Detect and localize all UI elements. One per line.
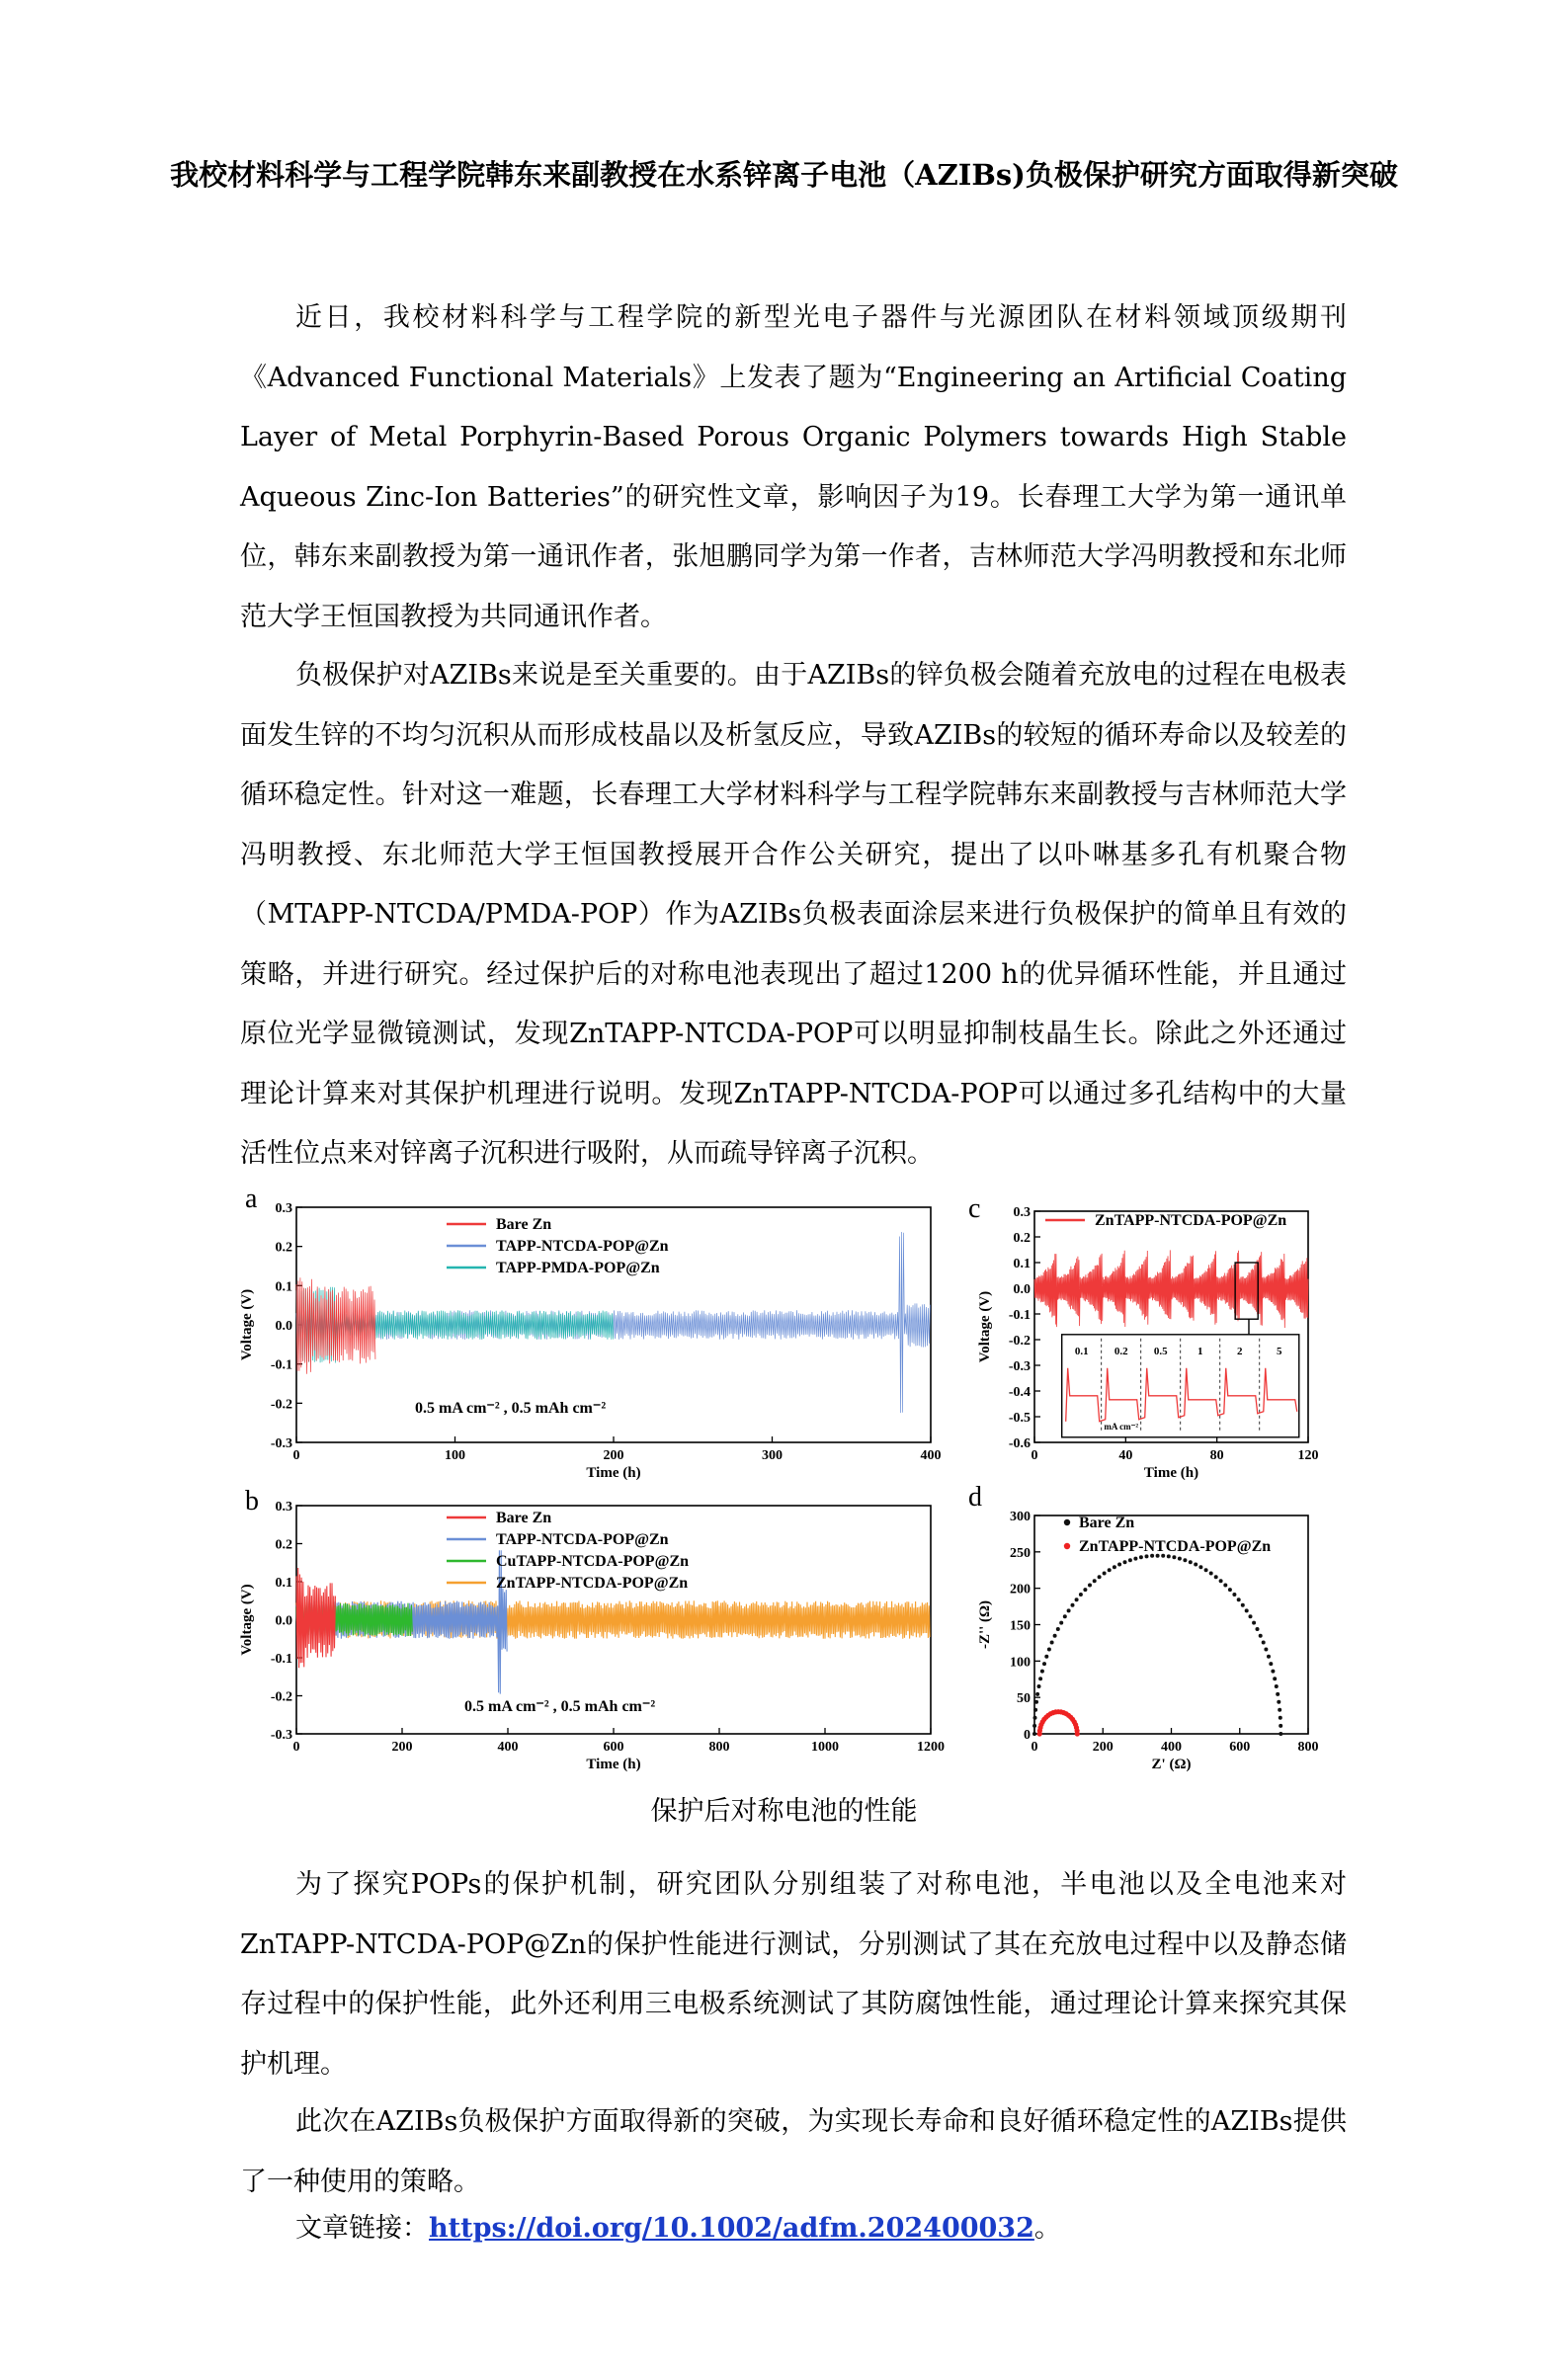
- data-point-bare-zn: [1252, 1621, 1256, 1625]
- data-point-bare-zn: [1088, 1584, 1092, 1588]
- data-point-bare-zn: [1183, 1558, 1187, 1562]
- data-point-bare-zn: [1278, 1708, 1281, 1712]
- data-point-bare-zn: [1277, 1700, 1280, 1704]
- y-tick-label: 100: [1010, 1655, 1031, 1671]
- x-tick-label: 200: [603, 1448, 624, 1463]
- data-point-bare-zn: [1037, 1684, 1041, 1688]
- data-point-bare-zn: [1245, 1608, 1249, 1612]
- inset-rate-label: 1: [1197, 1345, 1203, 1357]
- inset-rate-label: 2: [1237, 1345, 1243, 1357]
- data-point-bare-zn: [1042, 1662, 1046, 1666]
- series-line-zntapp-rate: [1034, 1250, 1308, 1328]
- y-axis-label: Voltage (V): [239, 1288, 255, 1361]
- data-point-bare-zn: [1145, 1554, 1149, 1558]
- y-tick-label: -0.1: [1008, 1308, 1031, 1323]
- x-axis-label: Time (h): [586, 1757, 641, 1772]
- x-axis-label: Time (h): [1143, 1465, 1199, 1481]
- y-tick-label: 0.2: [275, 1537, 292, 1553]
- data-point-bare-zn: [1098, 1575, 1102, 1579]
- data-point-bare-zn: [1071, 1603, 1075, 1607]
- x-tick-label: 1000: [811, 1740, 839, 1755]
- data-point-bare-zn: [1034, 1700, 1038, 1704]
- y-tick-label: -0.6: [1008, 1436, 1031, 1451]
- paragraph-intro: 近日，我校材料科学与工程学院的新型光电子器件与光源团队在材料领域顶级期刊《Advanced Functional Materials》上发表了题为“Engineering an Artificial Coating Layer of Metal Porphyrin-Based Porous Organic Polymers towards High Stable Aqueous Zinc-Ion Batteries”的研究性文章，影响因子为19。长春理工大学为第一通讯单位，韩东来副教授为第一通讯作者，张旭鹏同学为第一作者，吉林师范大学冯明教授和东北师范大学王恒国教授为共同通讯作者。: [240, 302, 1347, 632]
- data-point-bare-zn: [1264, 1648, 1268, 1652]
- x-tick-label: 600: [603, 1740, 624, 1755]
- data-point-bare-zn: [1040, 1670, 1044, 1674]
- data-point-bare-zn: [1038, 1677, 1042, 1680]
- y-tick-label: -0.1: [270, 1357, 292, 1373]
- data-point-bare-zn: [1275, 1684, 1279, 1688]
- article-link-line: [295, 2201, 1061, 2256]
- legend-label: ZnTAPP-NTCDA-POP@Zn: [1095, 1212, 1287, 1229]
- data-point-bare-zn: [1214, 1575, 1218, 1579]
- data-point-bare-zn: [1256, 1627, 1260, 1631]
- data-point-bare-zn: [1059, 1621, 1063, 1625]
- x-axis-label: Z' (Ω): [1151, 1757, 1192, 1772]
- y-tick-label: 0.3: [275, 1201, 292, 1216]
- y-tick-label: 0.0: [275, 1319, 292, 1334]
- y-tick-label: 0.2: [275, 1240, 292, 1256]
- data-point-bare-zn: [1047, 1648, 1051, 1652]
- legend-label: CuTAPP-NTCDA-POP@Zn: [496, 1553, 690, 1570]
- x-tick-label: 40: [1118, 1448, 1133, 1463]
- series-line-bare-zn: [296, 1277, 375, 1374]
- data-point-bare-zn: [1044, 1655, 1048, 1659]
- y-tick-label: -0.3: [270, 1436, 292, 1451]
- data-point-bare-zn: [1279, 1732, 1282, 1736]
- panel-b: [239, 1486, 945, 1772]
- legend-label: TAPP-NTCDA-POP@Zn: [496, 1238, 669, 1255]
- panel-c: [968, 1193, 1319, 1481]
- data-point-bare-zn: [1056, 1627, 1060, 1631]
- data-point-bare-zn: [1209, 1572, 1213, 1576]
- data-point-bare-zn: [1075, 1597, 1079, 1601]
- y-tick-label: -0.2: [270, 1397, 292, 1413]
- panel-d: [968, 1482, 1319, 1772]
- link-label: 文章链接：: [295, 2213, 429, 2244]
- data-point-bare-zn: [1249, 1614, 1253, 1618]
- y-tick-label: -0.4: [1008, 1385, 1031, 1400]
- y-tick-label: 250: [1010, 1545, 1031, 1561]
- y-tick-label: -0.2: [270, 1689, 292, 1705]
- data-point-bare-zn: [1033, 1716, 1037, 1720]
- y-tick-label: 0.3: [275, 1500, 292, 1515]
- data-point-bare-zn: [1128, 1558, 1132, 1562]
- figure: [237, 1193, 1344, 1790]
- y-tick-label: -0.3: [1008, 1359, 1031, 1374]
- data-point-bare-zn: [1050, 1641, 1054, 1645]
- panel-letter: b: [245, 1486, 259, 1516]
- inset-rate-label: 5: [1277, 1345, 1282, 1357]
- inset-rate-label: 0.5: [1153, 1345, 1168, 1357]
- data-point-bare-zn: [1271, 1670, 1275, 1674]
- x-tick-label: 400: [920, 1448, 942, 1463]
- y-tick-label: 0.1: [275, 1279, 292, 1295]
- data-point-bare-zn: [1133, 1557, 1137, 1561]
- y-tick-label: 200: [1010, 1582, 1031, 1597]
- data-point-bare-zn: [1093, 1579, 1097, 1583]
- data-point-bare-zn: [1237, 1597, 1241, 1601]
- data-point-bare-zn: [1262, 1641, 1266, 1645]
- legend-label: ZnTAPP-NTCDA-POP@Zn: [1079, 1538, 1272, 1555]
- legend-label: Bare Zn: [496, 1216, 552, 1233]
- legend-marker: [1064, 1519, 1070, 1525]
- data-point-bare-zn: [1032, 1732, 1036, 1736]
- x-axis-label: Time (h): [586, 1465, 641, 1481]
- data-point-bare-zn: [1232, 1593, 1236, 1597]
- data-point-bare-zn: [1267, 1655, 1271, 1659]
- y-tick-label: -0.2: [1008, 1334, 1031, 1349]
- paragraph-research: 负极保护对AZIBs来说是至关重要的。由于AZIBs的锌负极会随着充放电的过程在电极表面发生锌的不均匀沉积从而形成枝晶以及析氢反应，导致AZIBs的较短的循环寿命以及较差的循环稳定性。针对这一难题，长春理工大学材料科学与工程学院韩东来副教授与吉林师范大学冯明教授、东北师范大学王恒国教授展开合作公关研究，提出了以卟啉基多孔有机聚合物（MTAPP-NTCDA/PMDA-POP）作为AZIBs负极表面涂层来进行负极保护的简单且有效的策略，并进行研究。经过保护后的对称电池表现出了超过1200 h的优异循环性能，并且通过原位光学显微镜测试，发现ZnTAPP-NTCDA-POP可以明显抑制枝晶生长。除此之外还通过理论计算来对其保护机理进行说明。发现ZnTAPP-NTCDA-POP可以通过多孔结构中的大量活性位点来对锌离子沉积进行吸附，从而疏导锌离子沉积。: [240, 660, 1347, 1169]
- x-tick-label: 0: [1031, 1740, 1038, 1755]
- data-point-bare-zn: [1189, 1560, 1193, 1564]
- inset-rate-label: 0.2: [1114, 1345, 1128, 1357]
- data-point-bare-zn: [1083, 1588, 1087, 1592]
- data-point-bare-zn: [1139, 1555, 1143, 1559]
- legend-label: Bare Zn: [1079, 1515, 1135, 1531]
- data-point-bare-zn: [1273, 1677, 1277, 1680]
- data-point-bare-zn: [1204, 1568, 1208, 1572]
- legend-label: TAPP-NTCDA-POP@Zn: [496, 1531, 669, 1548]
- y-axis-label: Voltage (V): [977, 1290, 993, 1363]
- series-line-bare-zn: [296, 1568, 335, 1668]
- data-point-bare-zn: [1032, 1724, 1036, 1728]
- article-link[interactable]: https://doi.org/10.1002/adfm.202400032: [429, 2213, 1034, 2244]
- y-tick-label: -0.3: [270, 1728, 292, 1743]
- y-tick-label: 0.1: [275, 1576, 292, 1591]
- data-point-bare-zn: [1198, 1565, 1202, 1569]
- inset-rate-label: 0.1: [1074, 1345, 1089, 1357]
- data-point-bare-zn: [1219, 1579, 1223, 1583]
- x-tick-label: 0: [1031, 1448, 1038, 1463]
- paragraph-conclusion: 此次在AZIBs负极保护方面取得新的突破，为实现长寿命和良好循环稳定性的AZIBs提供了一种使用的策略。: [240, 2106, 1347, 2197]
- page-title: 我校材料科学与工程学院韩东来副教授在水系锌离子电池（AZIBs)负极保护研究方面取得新突破: [170, 158, 1398, 192]
- y-tick-label: -0.1: [270, 1652, 292, 1667]
- data-point-bare-zn: [1223, 1584, 1227, 1588]
- chart-annotation: 0.5 mA cm⁻² , 0.5 mAh cm⁻²: [415, 1400, 607, 1417]
- data-point-bare-zn: [1123, 1560, 1127, 1564]
- data-point-bare-zn: [1113, 1565, 1116, 1569]
- x-tick-label: 800: [708, 1740, 730, 1755]
- x-tick-label: 0: [292, 1448, 300, 1463]
- data-point-bare-zn: [1063, 1614, 1067, 1618]
- data-point-bare-zn: [1103, 1572, 1107, 1576]
- data-point-bare-zn: [1276, 1692, 1279, 1696]
- y-tick-label: 0.3: [1013, 1205, 1031, 1220]
- y-tick-label: 0.2: [1013, 1231, 1031, 1246]
- y-axis-label: Voltage (V): [239, 1584, 255, 1656]
- legend-label: Bare Zn: [496, 1510, 552, 1526]
- data-point-bare-zn: [1053, 1634, 1057, 1638]
- panel-letter: d: [968, 1482, 982, 1513]
- y-tick-label: 150: [1010, 1618, 1031, 1634]
- legend-label: TAPP-PMDA-POP@Zn: [496, 1260, 660, 1276]
- data-point-bare-zn: [1279, 1716, 1282, 1720]
- data-point-bare-zn: [1079, 1593, 1083, 1597]
- y-tick-label: 0.0: [275, 1613, 292, 1629]
- x-tick-label: 120: [1297, 1448, 1319, 1463]
- figure-caption: 保护后对称电池的性能: [650, 1796, 918, 1827]
- legend-label: ZnTAPP-NTCDA-POP@Zn: [496, 1575, 689, 1592]
- x-tick-label: 400: [1161, 1740, 1182, 1755]
- data-point-bare-zn: [1241, 1603, 1245, 1607]
- data-point-bare-zn: [1228, 1588, 1232, 1592]
- data-point-bare-zn: [1035, 1692, 1039, 1696]
- data-point-bare-zn: [1269, 1662, 1273, 1666]
- y-tick-label: -0.5: [1008, 1411, 1031, 1426]
- x-tick-label: 80: [1209, 1448, 1224, 1463]
- data-point-bare-zn: [1033, 1708, 1037, 1712]
- data-point-bare-zn: [1279, 1724, 1282, 1728]
- data-point-bare-zn: [1067, 1608, 1071, 1612]
- data-point-bare-zn: [1194, 1563, 1197, 1567]
- paragraph-mechanism: 为了探究POPs的保护机制，研究团队分别组装了对称电池，半电池以及全电池来对ZnTAPP-NTCDA-POP@Zn的保护性能进行测试，分别测试了其在充放电过程中以及静态储存过程中的保护性能，此外还利用三电极系统测试了其防腐蚀性能，通过理论计算来探究其保护机理。: [240, 1869, 1347, 2080]
- y-tick-label: 0.1: [1013, 1257, 1031, 1271]
- link-end: 。: [1033, 2213, 1061, 2244]
- x-tick-label: 100: [445, 1448, 465, 1463]
- y-tick-label: 0: [1024, 1728, 1031, 1743]
- y-tick-label: 0.0: [1013, 1282, 1031, 1297]
- x-tick-label: 200: [391, 1740, 413, 1755]
- x-tick-label: 200: [1092, 1740, 1114, 1755]
- y-axis-label: -Z'' (Ω): [977, 1599, 993, 1650]
- panel-letter: c: [968, 1193, 981, 1224]
- data-point-bare-zn: [1167, 1554, 1171, 1558]
- x-tick-label: 400: [497, 1740, 519, 1755]
- data-point-bare-zn: [1259, 1634, 1263, 1638]
- x-tick-label: 600: [1229, 1740, 1251, 1755]
- data-point-bare-zn: [1178, 1557, 1182, 1561]
- x-tick-label: 1200: [917, 1740, 945, 1755]
- chart-annotation: 0.5 mA cm⁻² , 0.5 mAh cm⁻²: [464, 1698, 656, 1715]
- data-point-bare-zn: [1172, 1555, 1176, 1559]
- panel-letter: a: [245, 1193, 258, 1214]
- legend-marker: [1064, 1543, 1070, 1549]
- x-tick-label: 800: [1297, 1740, 1319, 1755]
- data-point-bare-zn: [1117, 1563, 1121, 1567]
- data-point-zntapp: [1075, 1731, 1080, 1736]
- y-tick-label: 50: [1017, 1691, 1031, 1707]
- panel-a: [239, 1193, 942, 1481]
- inset-unit-label: mA cm⁻²: [1104, 1421, 1139, 1432]
- y-tick-label: 300: [1010, 1510, 1031, 1524]
- data-point-bare-zn: [1108, 1568, 1112, 1572]
- x-tick-label: 0: [292, 1740, 300, 1755]
- x-tick-label: 300: [762, 1448, 783, 1463]
